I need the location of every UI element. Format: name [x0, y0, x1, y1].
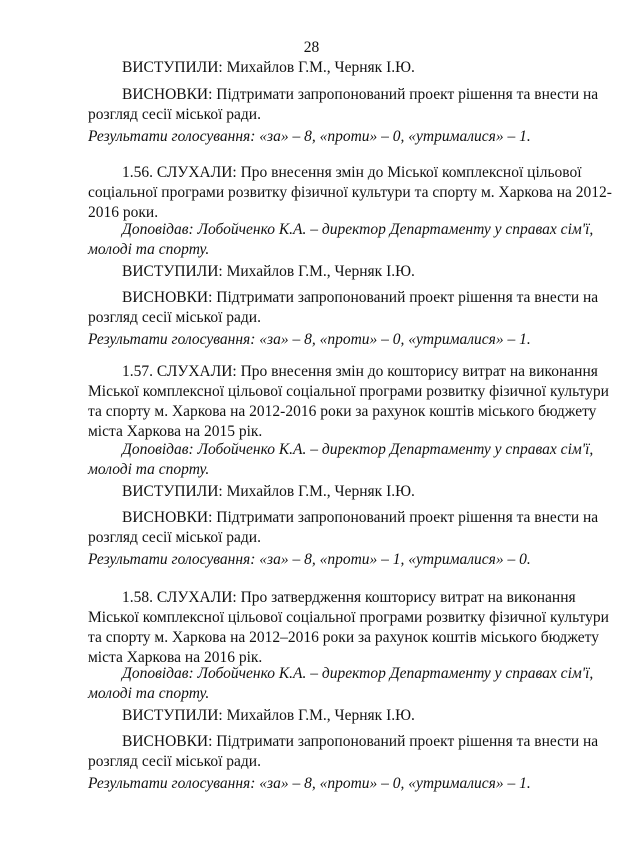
reporter-line: Доповідав: Лобойченко К.А. – директор Департаменту у справах сім'ї,: [122, 665, 594, 682]
item-1-58-heard: [88, 588, 609, 668]
reporter-line: молоді та спорту.: [88, 241, 210, 258]
conclusion-line: ВИСНОВКИ: Підтримати запропонований проект рішення та внести на: [122, 733, 599, 750]
conclusion-line: розгляд сесії міської ради.: [88, 309, 261, 326]
reporter-line: молоді та спорту.: [88, 685, 210, 702]
conclusion: [88, 732, 599, 772]
heard-line: міста Харкова на 2016 рік.: [88, 649, 263, 666]
heard-line: соціальної програми розвитку фізичної культури та спорту м. Харкова на 2012-: [88, 184, 612, 201]
conclusion-line: розгляд сесії міської ради.: [88, 529, 261, 546]
speakers-line: ВИСТУПИЛИ: Михайлов Г.М., Черняк І.Ю.: [122, 707, 415, 724]
speakers-line: ВИСТУПИЛИ: Михайлов Г.М., Черняк І.Ю.: [122, 263, 415, 280]
heard-line: Міської комплексної цільової соціальної програми розвитку фізичної культури: [88, 383, 609, 400]
reporter-line: Доповідав: Лобойченко К.А. – директор Департаменту у справах сім'ї,: [122, 441, 594, 458]
conclusion-line: розгляд сесії міської ради.: [88, 753, 261, 770]
item-1-58-reporter: [88, 664, 594, 704]
conclusion: [88, 85, 599, 125]
heard-line: 1.58. СЛУХАЛИ: Про затвердження кошторису витрат на виконання: [122, 589, 576, 606]
conclusion-line: розгляд сесії міської ради.: [88, 106, 261, 123]
vote-result: Результати голосування: «за» – 8, «проти» – 0, «утрималися» – 1.: [88, 331, 531, 348]
conclusion: [88, 508, 599, 548]
heard-line: 1.57. СЛУХАЛИ: Про внесення змін до кошторису витрат на виконання: [122, 363, 598, 380]
vote-result: Результати голосування: «за» – 8, «проти» – 1, «утрималися» – 0.: [88, 551, 531, 568]
item-1-57-reporter: [88, 440, 594, 480]
item-1-56-heard: [88, 163, 612, 223]
reporter-line: молоді та спорту.: [88, 461, 210, 478]
heard-line: та спорту м. Харкова на 2012–2016 роки за рахунок коштів міського бюджету: [88, 629, 599, 646]
heard-line: Міської комплексної цільової соціальної програми розвитку фізичної культури: [88, 609, 609, 626]
conclusion: [88, 288, 599, 328]
reporter-line: Доповідав: Лобойченко К.А. – директор Департаменту у справах сім'ї,: [122, 221, 594, 238]
conclusion-line: ВИСНОВКИ: Підтримати запропонований проект рішення та внести на: [122, 86, 599, 103]
speakers-line: ВИСТУПИЛИ: Михайлов Г.М., Черняк І.Ю.: [122, 483, 415, 500]
item-1-57-heard: [88, 362, 609, 442]
heard-line: та спорту м. Харкова на 2012-2016 роки за рахунок коштів міського бюджету: [88, 403, 597, 420]
vote-result: Результати голосування: «за» – 8, «проти» – 0, «утрималися» – 1.: [88, 775, 531, 792]
item-1-56-reporter: [88, 220, 594, 260]
speakers-line: ВИСТУПИЛИ: Михайлов Г.М., Черняк І.Ю.: [122, 59, 415, 76]
vote-result: Результати голосування: «за» – 8, «проти» – 0, «утрималися» – 1.: [88, 128, 531, 145]
heard-line: 2016 роки.: [88, 204, 159, 221]
conclusion-line: ВИСНОВКИ: Підтримати запропонований проект рішення та внести на: [122, 509, 599, 526]
heard-line: 1.56. СЛУХАЛИ: Про внесення змін до Міської комплексної цільової: [122, 164, 582, 181]
heard-line: міста Харкова на 2015 рік.: [88, 423, 263, 440]
page-number: 28: [303, 39, 320, 56]
conclusion-line: ВИСНОВКИ: Підтримати запропонований проект рішення та внести на: [122, 289, 599, 306]
